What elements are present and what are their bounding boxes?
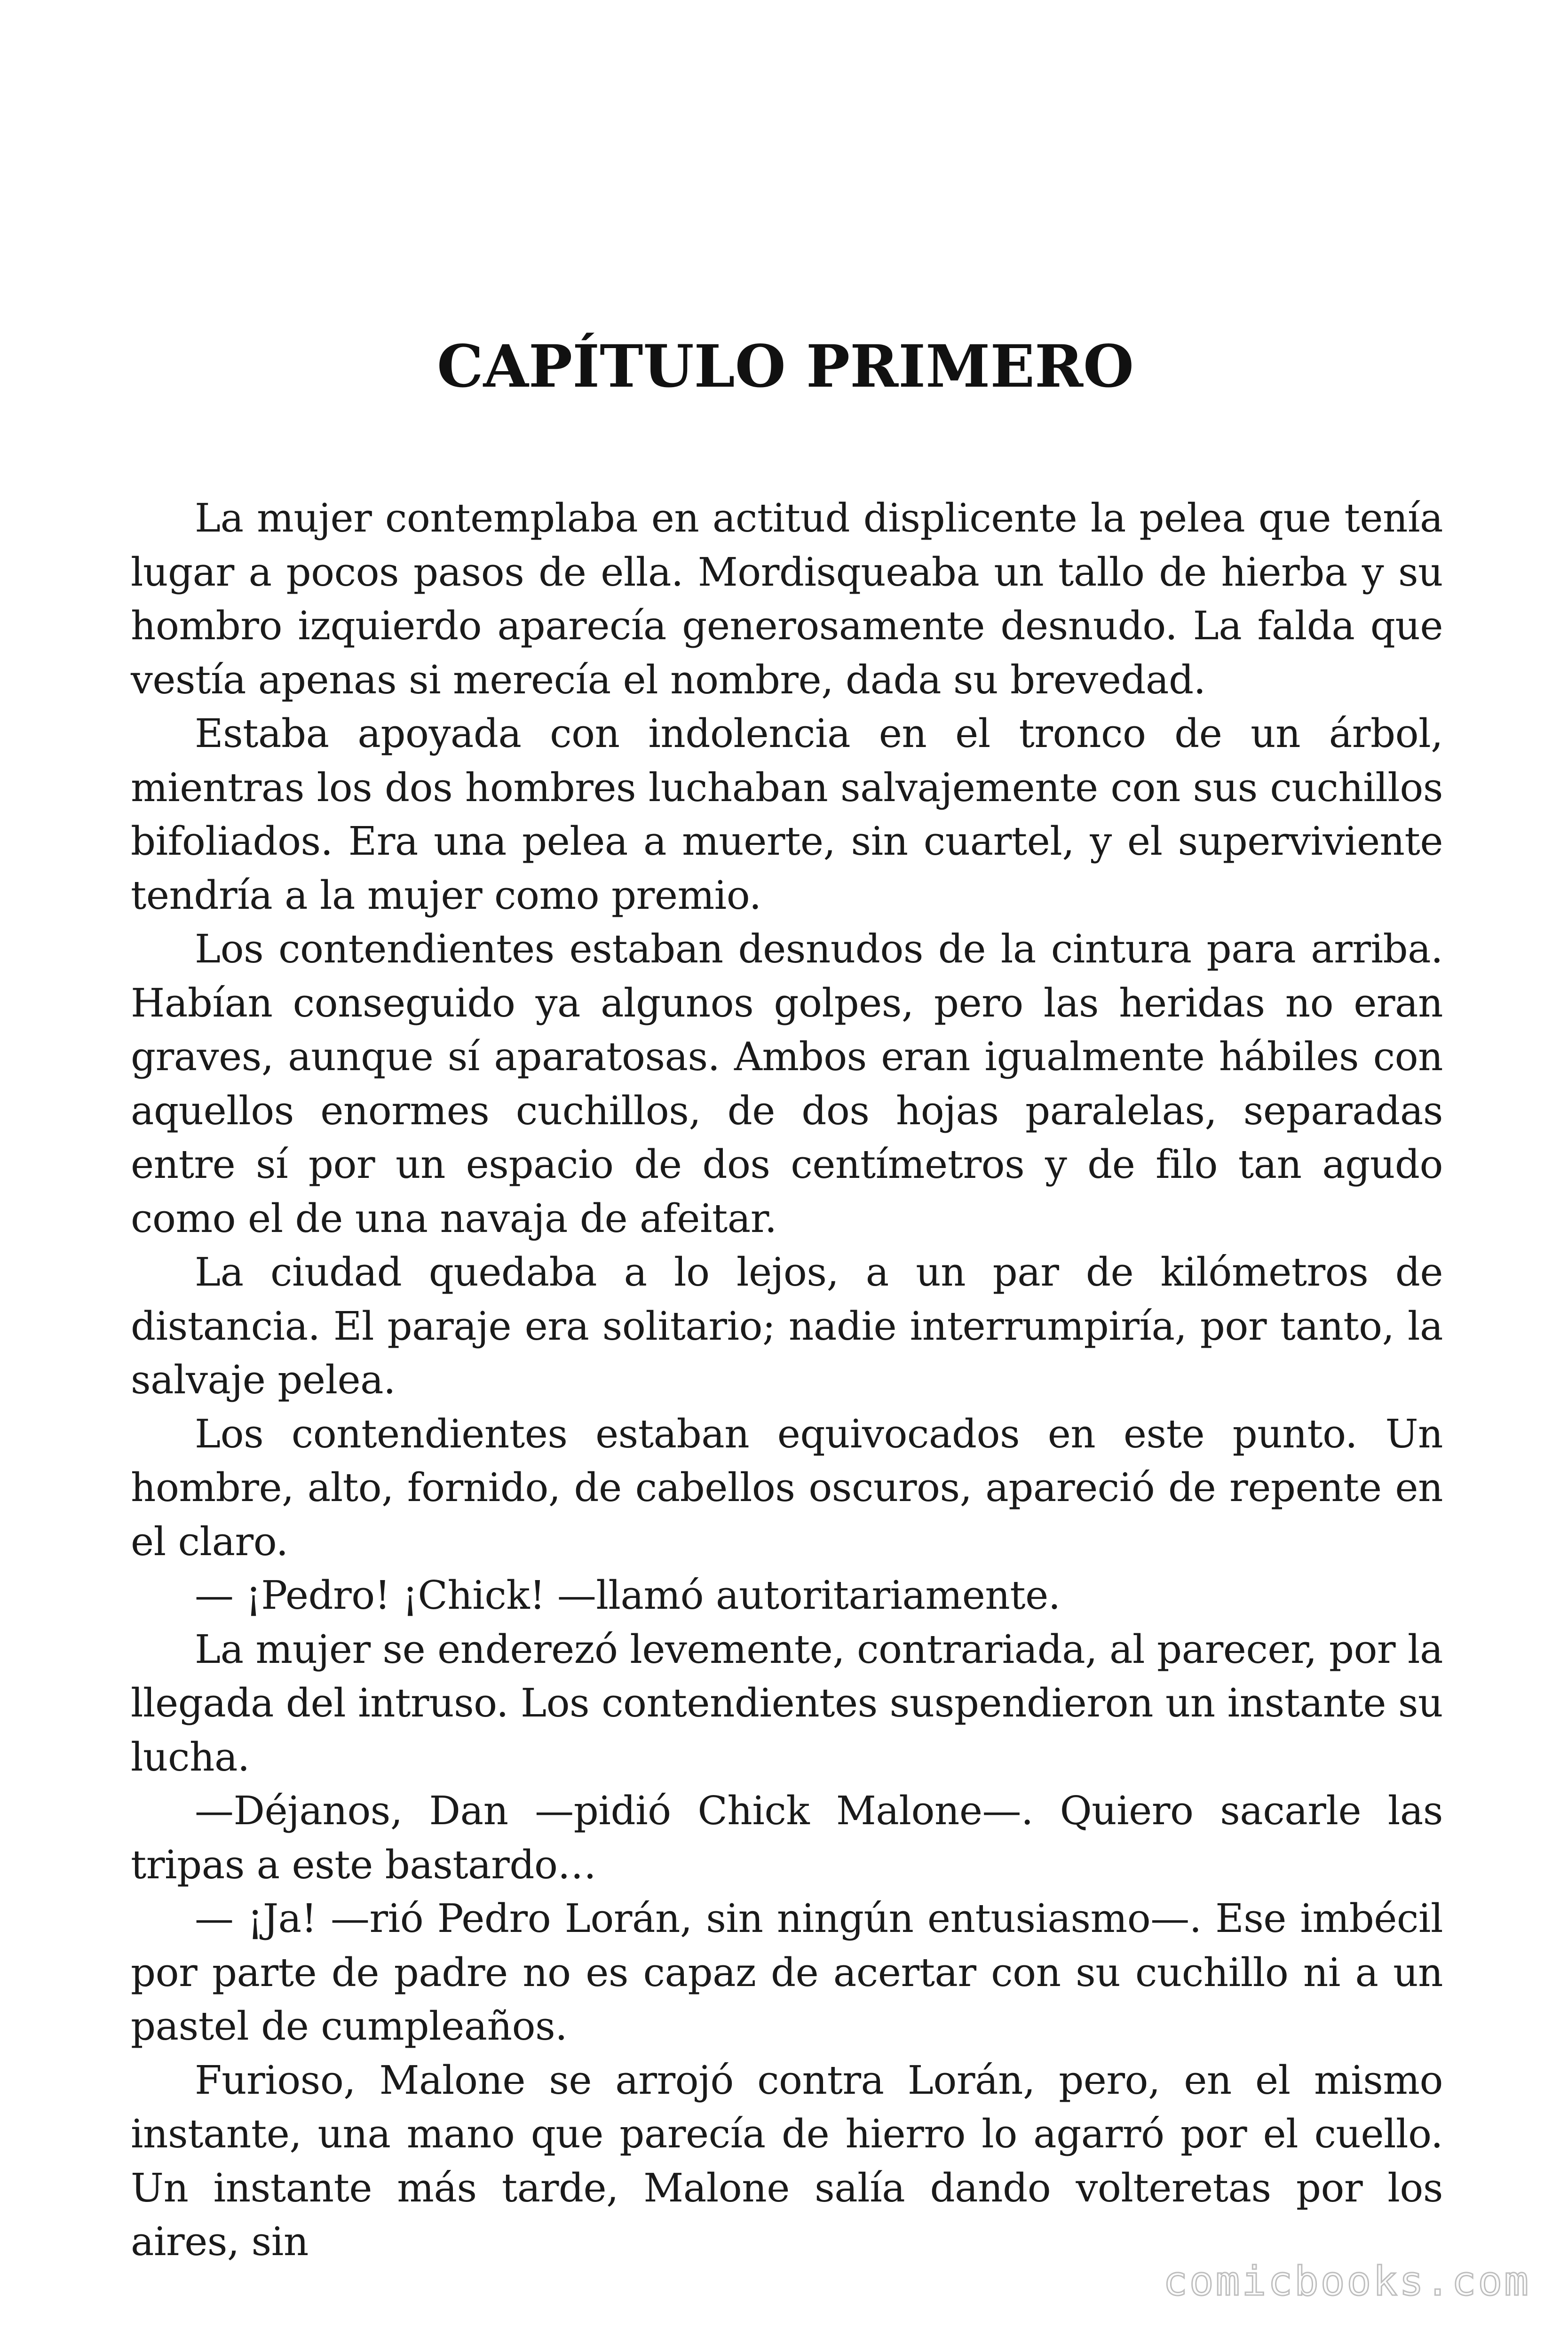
paragraph: La ciudad quedaba a lo lejos, a un par de kilómetros de distancia. El paraje era solitario; nadie interrumpiría, por tanto, la salvaje pelea. (131, 1249, 1443, 1403)
paragraph: — ¡Pedro! ¡Chick! —llamó autoritariamente. (195, 1573, 1061, 1618)
watermark: comicbooks.com (1163, 2258, 1530, 2305)
paragraph: Los contendientes estaban desnudos de la cintura para arriba. Habían conseguido ya algunos golpes, pero las heridas no eran graves, aunque sí aparatosas. Ambos eran igualmente hábiles con aquellos enormes cuchillos, de dos hojas paralelas, separadas entre sí por un espacio de dos centímetros y de filo tan agudo como el de una navaja de afeitar. (131, 926, 1443, 1241)
paragraph: Furioso, Malone se arrojó contra Lorán, pero, en el mismo instante, una mano que parecía de hierro lo agarró por el cuello. Un instante más tarde, Malone salía dando volteretas por los aires, sin (131, 2057, 1443, 2265)
paragraph: — ¡Ja! —rió Pedro Lorán, sin ningún entusiasmo—. Ese imbécil por parte de padre no es capaz de acertar con su cuchillo ni a un pastel de cumpleaños. (131, 1896, 1443, 2049)
paragraph: Los contendientes estaban equivocados en este punto. Un hombre, alto, fornido, de cabellos oscuros, apareció de repente en el claro. (131, 1411, 1443, 1565)
paragraph: La mujer se enderezó levemente, contrariada, al parecer, por la llegada del intruso. Los contendientes suspendieron un instante su lucha. (131, 1626, 1443, 1780)
chapter-title: CAPÍTULO PRIMERO (436, 333, 1134, 401)
paragraph: —Déjanos, Dan —pidió Chick Malone—. Quiero sacarle las tripas a este bastardo… (131, 1788, 1443, 1888)
paragraph: Estaba apoyada con indolencia en el tronco de un árbol, mientras los dos hombres luchaban salvajemente con sus cuchillos bifoliados. Era una pelea a muerte, sin cuartel, y el superviviente tendría a la mujer como premio. (131, 711, 1443, 918)
paragraph: La mujer contemplaba en actitud displicente la pelea que tenía lugar a pocos pasos de ella. Mordisqueaba un tallo de hierba y su hombro izquierdo aparecía generosamente desnudo. La falda que vestía apenas si merecía el nombre, dada su brevedad. (131, 495, 1443, 703)
chapter-body (131, 492, 1443, 2269)
